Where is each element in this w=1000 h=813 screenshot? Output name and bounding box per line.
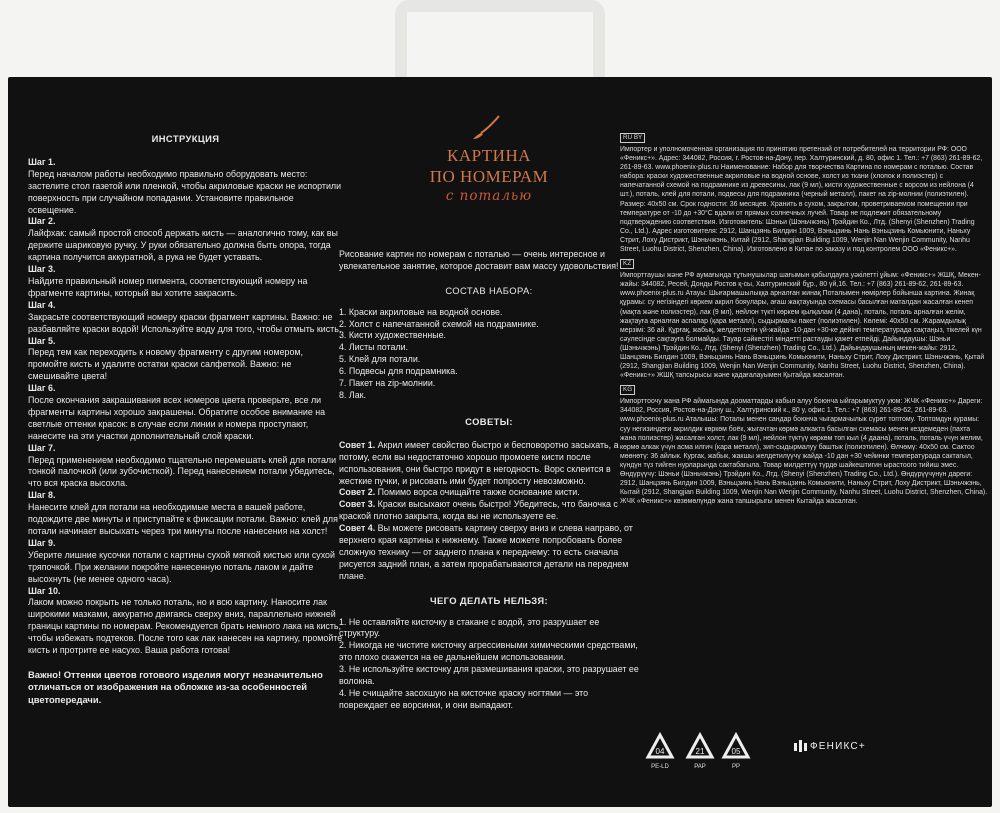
step-text: Перед началом работы необходимо правильно оборудовать место: застелите стол газетой или пленкой, чтобы акриловые краски не испортили поверхность при случайном попадании. Установите правильное освещение. xyxy=(28,168,342,215)
recycle-label: PAP xyxy=(694,764,706,770)
recycle-icon xyxy=(721,732,751,762)
tip-item xyxy=(339,487,639,499)
step-text: Перед тем как переходить к новому фрагменту с другим номером, промойте кисть и удалите остатки краски салфеткой. Важно: не смешивайте цвета! xyxy=(28,347,303,382)
legal-column xyxy=(620,133,988,506)
intro-text: Рисование картин по номерам с поталью — очень интересное и увлекательное занятие, которое доставит вам массу удовольствия! xyxy=(339,248,619,271)
logo-line-1: КАРТИНА xyxy=(447,145,531,165)
tip-item xyxy=(339,499,639,523)
step-text: Закрасьте соответствующий номеру краски фрагмент картины. Важно: не разбавляйте краски водой! Используйте воду для того, чтобы отмыть кисть. xyxy=(28,311,342,334)
kz-legal-text: Импорттаушы және РФ аумағында тұтынушылар шағымын қабылдауға уәкілетті ұйым: «Феникс+» ЖШҚ, Мекен-жайы: 344082, Ресей, Донды Ростов қ-сы, Халтуринский бұр., 80 үй,16. Тел.: +7 (863) 261-89-62, 261-89-63. www.phoenix-plus.ru Атауы: Шығармашылыққа арналған жинақ Поталымен нөмірлер бойынша картина. Жинақ құрамы: су негізіндегі көркем акрил бояулары, ағаш жақтауында схемасы басылған маталдан жасалған кенеп (мақта және полиэстер), лак (9 мл), нейлон түкті көркем қылқалам (4 дана), поталь, поталь арналған желім, жақтауға арналған аспалар (қара металл), сыдырмалы пакет (полиэтилен). Көлемі: 40х50 см. Жарамдылық мерзімі: 36 ай. Құрғақ, жабық, желдетілетін үй-жайда -10-дан +30-ке дейінгі температурада сақтаңыз, тікелей күн сәулесінде сақтауға болмайды. Тауар сәйкестігі міндетті растауды қажет етпейді. Дайындаушы: Шэньи (Шэньчжэнь) Трэйдин Ко., Лтд. (Shenyi (Shenzhen) Trading Co., Ltd.). Дайындаушының мекен-жайы: 2912, Шанцзянь Билдин 1009, Вэньцзинь Нань Вэньцзинь Комьюнити, Наньху Стрит, Лоху Дистрикт, Шэньчжэнь, Қытай (2912, Shangjian Building 1009, Wenjin Nan Wenjin Community, Nanhu Street, Luohu District, Shenzhen, China). «Феникс+» ЖШҚ тапсырысы және қадағалауымен Қытайда жасалған. xyxy=(620,272,985,380)
step-label: Шаг 5. xyxy=(28,335,56,346)
tip-label: Совет 4. xyxy=(339,523,376,534)
recycle-number: 21 xyxy=(695,747,705,756)
tip-text: Помимо ворса очищайте также основание кисти. xyxy=(375,487,580,498)
instructions-title: ИНСТРУКЦИЯ xyxy=(151,133,220,144)
tip-label: Совет 2. xyxy=(339,487,376,498)
step-label: Шаг 10. xyxy=(28,585,61,596)
tips-list xyxy=(339,440,639,583)
kit-title: СОСТАВ НАБОРА: xyxy=(445,284,533,296)
tip-label: Совет 1. xyxy=(339,439,376,450)
kit-item: 1. Краски акриловые на водной основе. xyxy=(339,306,503,317)
tip-label: Совет 3. xyxy=(339,499,376,510)
kit-item: 6. Подвесы для подрамника. xyxy=(339,366,458,377)
kit-item: 4. Листы потали. xyxy=(339,342,409,353)
recycle-label: PE-LD xyxy=(651,764,669,770)
step-text: Нанесите клей для потали на необходимые места в вашей работе, подождите две минуты и приступайте к фиксации потали. Важно: клей для потали начинает высыхать через три минуты после нанесения на холст! xyxy=(28,502,338,536)
ru-by-tag: RU BY xyxy=(620,133,645,143)
kit-item: 8. Лак. xyxy=(339,389,366,400)
kit-item: 5. Клей для потали. xyxy=(339,354,421,365)
tip-text: Акрил имеет свойство быстро и бесповоротно засыхать, а потому, если вы недостаточно хорошо промоете кисти после использования, они быстро придут в негодность. Ворс склеится в жесткие пучки, и рисовать ими будет попросту невозможно. xyxy=(339,439,619,486)
recycle-label: PP xyxy=(731,764,740,770)
tip-item xyxy=(339,523,639,583)
step-text: Лайфхак: самый простой способ держать кисть — аналогично тому, как вы держите шариковую ручку. У руки обязательно должна быть опора, тогда картина получится аккуратной, а рука не будет уставать. xyxy=(28,228,338,263)
kg-legal-text: Импорттоочу жана РФ аймагында дооматтарды кабыл алуу боюнча ыйгарымуктуу уюм: ЖЧК «Феникс+» Дареги: 344082, Россия, Ростов-на-Дону ш., Халтуринский к., 80 у, офис 1. Тел.: +7 (863) 261-89-62, 261-89-63. www.phoenix-plus.ru Аталышы: Поталы менен сандар боюнча чыгармачылык сүрөт топтому. Топтомдун курамы: суу негизиндеги акрилдик көркөм боёк, жыгачтан көрмө алкакта басылган схемасы менен кездемеден (пахта жана полиэстер) жасалган холст, лак (9 мл), нейлон түктүү көркөм топ кыл (4 даана), поталь, поталь үчүн желим, көрмө алкак үчүн асма илгич (кара металл), зип-сыдырмалуу баштык (полиэтилен). Өлчөмү: 40х50 см. Сактоо мөөнөтү: 36 айлык. Кургак, жабык, жакшы желдетилүүчү жайда -10 дан +30 чейинки температурада сактагыл, күндүн түз тийген нурларында сактабагыла. Товар милдеттүү түрдө шайкештигин ырастоого тийиш эмес. Өндүрүүчү: Шэньи (Шэньчжэнь) Трэйдин Ко., Лтд. (Shenyi (Shenzhen) Trading Co., Ltd.). Өндүрүүчүнүн дареги: 2912, Шанцзянь Билдин 1009, Вэньцзинь Нань Вэньцзинь Комьюнити, Наньху Стрит, Лоху Дистрикт, Шэньчжэнь, Кытай (2912, Shangjian Building 1009, Wenjin Nan Wenjin Community, Nanhu Street, Luohu District, Shenzhen, China). ЖЧК «Феникс+» көзөмөлүндө жана тапшырыгы менен Кытайда жасалган. xyxy=(620,398,988,506)
kg-tag: KG xyxy=(620,385,635,395)
recycle-icon xyxy=(645,732,675,762)
brand-name: ФЕНИКС+ xyxy=(810,741,866,752)
recycle-number: 04 xyxy=(655,747,665,756)
tip-text: Вы можете рисовать картину сверху вниз и слева направо, от верхнего края картины к нижнему. Также можете попробовать более сложную технику — от заднего плана к переднему: то есть сначала рисуется задний план, а затем прорабатываются детали на переднем плане. xyxy=(339,523,633,581)
middle-column xyxy=(339,77,639,712)
logo-line-2: ПО НОМЕРАМ xyxy=(429,166,549,186)
step-label: Шаг 1. xyxy=(28,156,56,167)
step-label: Шаг 3. xyxy=(28,264,56,275)
step-label: Шаг 8. xyxy=(28,490,56,501)
step-text: Лаком можно покрыть не только поталь, но и всю картину. Наносите лак широкими мазками, аккуратно двигаясь сверху вниз, параллельно нижней границы картины по номерам. Рекомендуется брать немного лака на кисть, чтобы избежать подтеков. После того как лак нанесен на картину, промойте кисть и протрите ее насухо. Ваша работа готова! xyxy=(28,597,343,656)
step-label: Шаг 4. xyxy=(28,299,56,310)
logo-line-3: с поталью xyxy=(445,187,533,204)
tips-title: СОВЕТЫ: xyxy=(465,415,513,427)
brush-icon xyxy=(469,115,509,141)
bag-handle xyxy=(395,0,605,86)
dont-item: 2. Никогда не чистите кисточку агрессивными химическими средствами, это плохо скажется на ее дальнейшем использовании. xyxy=(339,640,638,663)
dont-item: 1. Не оставляйте кисточку в стакане с водой, это разрушает ее структуру. xyxy=(339,616,600,639)
step-text: После окончания закрашивания всех номеров цвета проверьте, все ли фрагменты картины хорошо закрашены. Обратите особое внимание на светлые оттенки красок: в случае если линии и номера проступают, нанесите на эти участки дополнительный слой краски. xyxy=(28,395,326,441)
dont-item: 4. Не счищайте засохшую на кисточке краску ногтями — это повреждает ее ворсинки, и они выпадают. xyxy=(339,688,589,710)
kit-item: 7. Пакет на zip-молнии. xyxy=(339,378,436,389)
step-text: Перед применением необходимо тщательно перемешать клей для потали тонкой палочкой (или зубочисткой). Перед нанесением потали убедитесь, что вся краска высохла. xyxy=(28,454,337,489)
instructions-steps xyxy=(28,157,343,657)
recycle-number: 05 xyxy=(731,747,741,756)
step-label: Шаг 6. xyxy=(28,383,56,394)
package-back xyxy=(8,77,992,807)
donts-title: ЧЕГО ДЕЛАТЬ НЕЛЬЗЯ: xyxy=(429,594,548,606)
kit-list xyxy=(339,307,639,402)
ru-legal-text: Импортер и уполномоченная организация по принятию претензий от потребителей на территории РФ: ООО «Феникс+». Адрес: 344082, Россия, г. Ростов-на-Дону, пер. Халтуринский, д. 80, офис 1. Тел.: +7 (863) 261-89-62, 261-89-63. www.phoenix-plus.ru Наименование: Набор для творчества Картина по номерам с поталью. Состав набора: краски художественные акриловые на водной основе, холст из ткани (хлопок и полиэстер) с напечатанной схемой на подрамнике из древесины, лак (9 мл), кисти художественные с ворсом из нейлона (4 шт.), поталь, клей для потали, подвесы для подрамника (черный металл), пакет на zip-молнии (полиэтилен). Размер: 40х50 см. Срок годности: 36 месяцев. Хранить в сухом, закрытом, проветриваемом помещении при температуре от -10 до +30°С вдали от прямых солнечных лучей. Товар не подлежит обязательному подтверждению соответствия. Изготовитель: Шэньи (Шэньчжэнь) Трэйдин Ко., Лтд. (Shenyi (Shenzhen) Trading Co., Ltd.). Адрес изготовителя: 2912, Шанцзянь Билдин 1009, Вэньцзинь Нань Вэньцзинь Комьюнити, Наньху Стрит, Лоху Дистрикт, Шэньчжэнь, Китай (2912, Shangjian Building 1009, Wenjin Nan Wenjin Community, Nanhu Street, Luohu District, Shenzhen, China). Изготовлено в Китае по заказу и под контролем ООО «Феникс+». xyxy=(620,146,983,254)
dont-item: 3. Не используйте кисточку для размешивания краски, это разрушает ее волокна. xyxy=(339,664,639,687)
step-text: Найдите правильный номер пигмента, соответствующий номеру на фрагменте картины, который вы хотите закрасить. xyxy=(28,275,308,298)
brand-mark-icon xyxy=(794,739,808,753)
tip-item xyxy=(339,440,639,488)
tip-text: Краски высыхают очень быстро! Убедитесь, что баночка с краской плотно закрыта, когда вы не используете ее. xyxy=(339,499,618,522)
step-label: Шаг 9. xyxy=(28,537,56,548)
kit-item: 3. Кисти художественные. xyxy=(339,330,447,341)
kz-tag: KZ xyxy=(620,259,634,269)
step-label: Шаг 7. xyxy=(28,442,56,453)
step-text: Уберите лишние кусочки потали с картины сухой мягкой кистью или сухой тряпочкой. При желании покройте нанесенную поталь лаком и дайте высохнуть (не менее одного часа). xyxy=(28,549,335,584)
product-logo xyxy=(339,115,639,205)
color-warning: Важно! Оттенки цветов готового изделия могут незначительно отличаться от изображения на обложке из-за особенностей цветопередачи. xyxy=(28,668,323,705)
instructions-column xyxy=(28,77,343,706)
step-label: Шаг 2. xyxy=(28,216,56,227)
kit-item: 2. Холст с напечатанной схемой на подрамнике. xyxy=(339,318,539,329)
donts-list xyxy=(339,617,639,712)
recycle-icon xyxy=(685,732,715,762)
